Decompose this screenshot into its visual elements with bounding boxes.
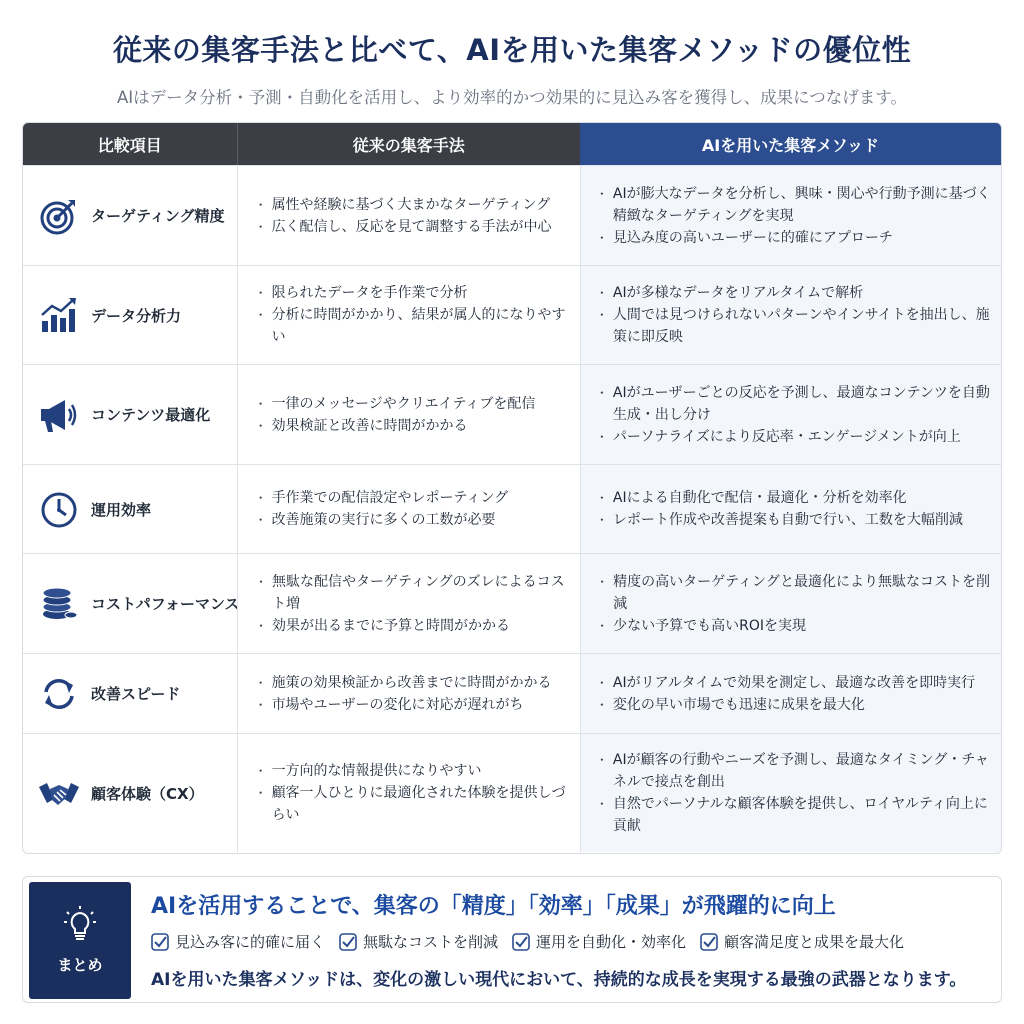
- traditional-point: ・ 効果が出るまでに予算と時間がかかる: [258, 615, 572, 637]
- ai-point: ・ AIが多様なデータをリアルタイムで解析: [599, 282, 991, 304]
- refresh-icon: [37, 672, 81, 716]
- ai-point: ・ 精度の高いターゲティングと最適化により無駄なコストを削減: [599, 571, 991, 615]
- check-label: 見込み客に的確に届く: [175, 933, 326, 951]
- traditional-point: ・ 広く配信し、反応を見て調整する手法が中心: [258, 216, 572, 238]
- traditional-point: ・ 市場やユーザーの変化に対応が遅れがち: [258, 694, 572, 716]
- checkbox-icon: [512, 933, 530, 951]
- row-label: 顧客体験（CX）: [91, 784, 204, 803]
- traditional-point: ・ 分析に時間がかかり、結果が属人的になりやすい: [258, 304, 572, 348]
- ai-point: ・ AIがリアルタイムで効果を測定し、最適な改善を即時実行: [599, 672, 991, 694]
- summary-headline: AIを活用することで、集客の「精度」「効率」「成果」が飛躍的に向上: [151, 894, 836, 919]
- traditional-point: ・ 属性や経験に基づく大まかなターゲティング: [258, 194, 572, 216]
- ai-point: ・ AIによる自動化で配信・最適化・分析を効率化: [599, 487, 991, 509]
- ai-point: ・ 少ない予算でも高いROIを実現: [599, 615, 991, 637]
- traditional-point: ・ 効果検証と改善に時間がかかる: [258, 415, 572, 437]
- ai-point: ・ AIが膨大なデータを分析し、興味・関心や行動予測に基づく精緻なターゲティングを実現: [599, 183, 991, 227]
- lightbulb-icon: [63, 906, 97, 946]
- ai-point: ・ レポート作成や改善提案も自動で行い、工数を大幅削減: [599, 509, 991, 531]
- summary-badge: [29, 882, 131, 999]
- traditional-point: ・ 一律のメッセージやクリエイティブを配信: [258, 393, 572, 415]
- traditional-point: ・ 一方向的な情報提供になりやすい: [258, 760, 572, 782]
- summary-panel: [22, 876, 1002, 1003]
- ai-point: ・ パーソナライズにより反応率・エンゲージメントが向上: [599, 426, 991, 448]
- table-row: [23, 265, 1001, 364]
- ai-point: ・ AIが顧客の行動やニーズを予測し、最適なタイミング・チャネルで接点を創出: [599, 749, 991, 793]
- traditional-point: ・ 施策の効果検証から改善までに時間がかかる: [258, 672, 572, 694]
- handshake-icon: [37, 771, 81, 815]
- traditional-point: ・ 改善施策の実行に多くの工数が必要: [258, 509, 572, 531]
- check-item: [151, 931, 325, 952]
- table-row: [23, 364, 1001, 464]
- row-label: 運用効率: [91, 500, 152, 519]
- check-label: 顧客満足度と成果を最大化: [724, 933, 905, 951]
- ai-point: ・ 見込み度の高いユーザーに的確にアプローチ: [599, 227, 991, 249]
- page-title: 従来の集客手法と比べて、AIを用いた集客メソッドの優位性: [112, 33, 912, 67]
- header-ai-method: AIを用いた集客メソッド: [580, 123, 1001, 165]
- checkbox-icon: [151, 933, 169, 951]
- ai-point: ・ 変化の早い市場でも迅速に成果を最大化: [599, 694, 991, 716]
- check-item: [339, 931, 498, 952]
- traditional-point: ・ 無駄な配信やターゲティングのズレによるコスト増: [258, 571, 572, 615]
- traditional-point: ・ 限られたデータを手作業で分析: [258, 282, 572, 304]
- table-row: [23, 653, 1001, 733]
- summary-footer: AIを用いた集客メソッドは、変化の激しい現代において、持続的な成長を実現する最強の武器となります。: [151, 970, 967, 990]
- ai-point: ・ 自然でパーソナルな顧客体験を提供し、ロイヤルティ向上に貢献: [599, 793, 991, 837]
- coins-icon: [37, 582, 81, 626]
- summary-checklist: [151, 931, 904, 952]
- table-row: [23, 165, 1001, 265]
- comparison-table: [22, 122, 1002, 854]
- row-label: ターゲティング精度: [91, 207, 225, 225]
- megaphone-icon: [37, 393, 81, 437]
- row-label: 改善スピード: [91, 685, 181, 703]
- check-label: 運用を自動化・効率化: [536, 933, 687, 951]
- row-label: データ分析力: [91, 306, 182, 325]
- table-row: [23, 464, 1001, 553]
- checkbox-icon: [700, 933, 718, 951]
- header-traditional: 従来の集客手法: [237, 123, 580, 165]
- header-comparison-item: 比較項目: [23, 123, 237, 165]
- check-label: 無駄なコストを削減: [363, 933, 499, 951]
- table-row: [23, 553, 1001, 653]
- table-header-row: [23, 123, 1001, 165]
- check-item: [700, 931, 904, 952]
- traditional-point: ・ 顧客一人ひとりに最適化された体験を提供しづらい: [258, 782, 572, 826]
- clock-icon: [37, 487, 81, 531]
- traditional-point: ・ 手作業での配信設定やレポーティング: [258, 487, 572, 509]
- page-subtitle: AIはデータ分析・予測・自動化を活用し、より効率的かつ効果的に見込み客を獲得し、成果につなげます。: [116, 88, 907, 107]
- bar-chart-icon: [37, 293, 81, 337]
- row-label: コンテンツ最適化: [91, 406, 211, 424]
- row-label: コストパフォーマンス: [91, 595, 240, 613]
- checkbox-icon: [339, 933, 357, 951]
- check-item: [512, 931, 686, 952]
- ai-point: ・ AIがユーザーごとの反応を予測し、最適なコンテンツを自動生成・出し分け: [599, 382, 991, 426]
- ai-point: ・ 人間では見つけられないパターンやインサイトを抽出し、施策に即反映: [599, 304, 991, 348]
- summary-label: まとめ: [57, 956, 103, 974]
- table-row: [23, 733, 1001, 852]
- target-icon: [37, 194, 81, 238]
